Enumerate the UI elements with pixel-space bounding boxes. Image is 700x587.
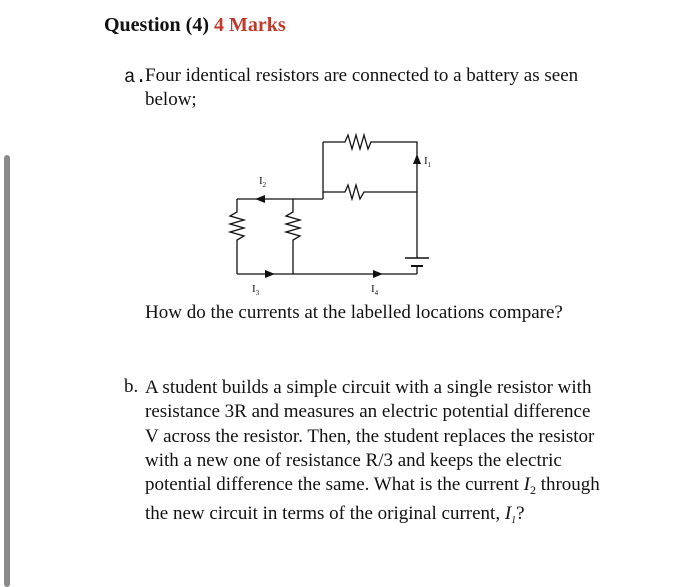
- part-b-label: b.: [124, 376, 139, 397]
- label-i4: $I_4$: [371, 283, 379, 297]
- part-a-label: a.: [124, 66, 147, 88]
- question-title: Question (4): [104, 14, 209, 36]
- question-heading: [104, 14, 286, 37]
- arrow-i1: [413, 154, 421, 164]
- arrow-i2: [255, 195, 265, 203]
- inner-resistor: [286, 199, 300, 274]
- part-a-question: How do the currents at the labelled locations compare?: [145, 302, 563, 323]
- scrollbar[interactable]: [4, 155, 10, 587]
- top-resistor-wire: [323, 135, 417, 258]
- middle-resistor-wire: [323, 142, 417, 199]
- var-current-i2: $I_2$: [523, 474, 536, 498]
- arrow-i3: [265, 270, 275, 278]
- part-a-text: Four identical resistors are connected to a battery as seen below;: [145, 65, 579, 110]
- label-i2: $I_2$: [259, 175, 267, 189]
- part-b-text-2: through the new circuit in terms of the original current,: [145, 474, 600, 525]
- var-current-i1: $I_1$: [504, 503, 517, 527]
- label-i3: $I_3$: [252, 283, 260, 297]
- left-resistor: [230, 199, 244, 274]
- label-i1: $I_1$: [424, 155, 432, 169]
- part-b-text: [145, 376, 605, 534]
- part-b-text-3: ?: [516, 503, 525, 525]
- arrow-i4: [373, 270, 383, 278]
- question-marks: 4 Marks: [214, 14, 286, 36]
- circuit-diagram: [205, 128, 455, 298]
- part-b-text-1: A student builds a simple circuit with a single resistor with resistance 3R and measures an electric potential difference V across the resistor. Then, the student replaces the resistor with a new one of resistance R/3 and keeps the electric potential difference the same. What is the current: [145, 377, 595, 496]
